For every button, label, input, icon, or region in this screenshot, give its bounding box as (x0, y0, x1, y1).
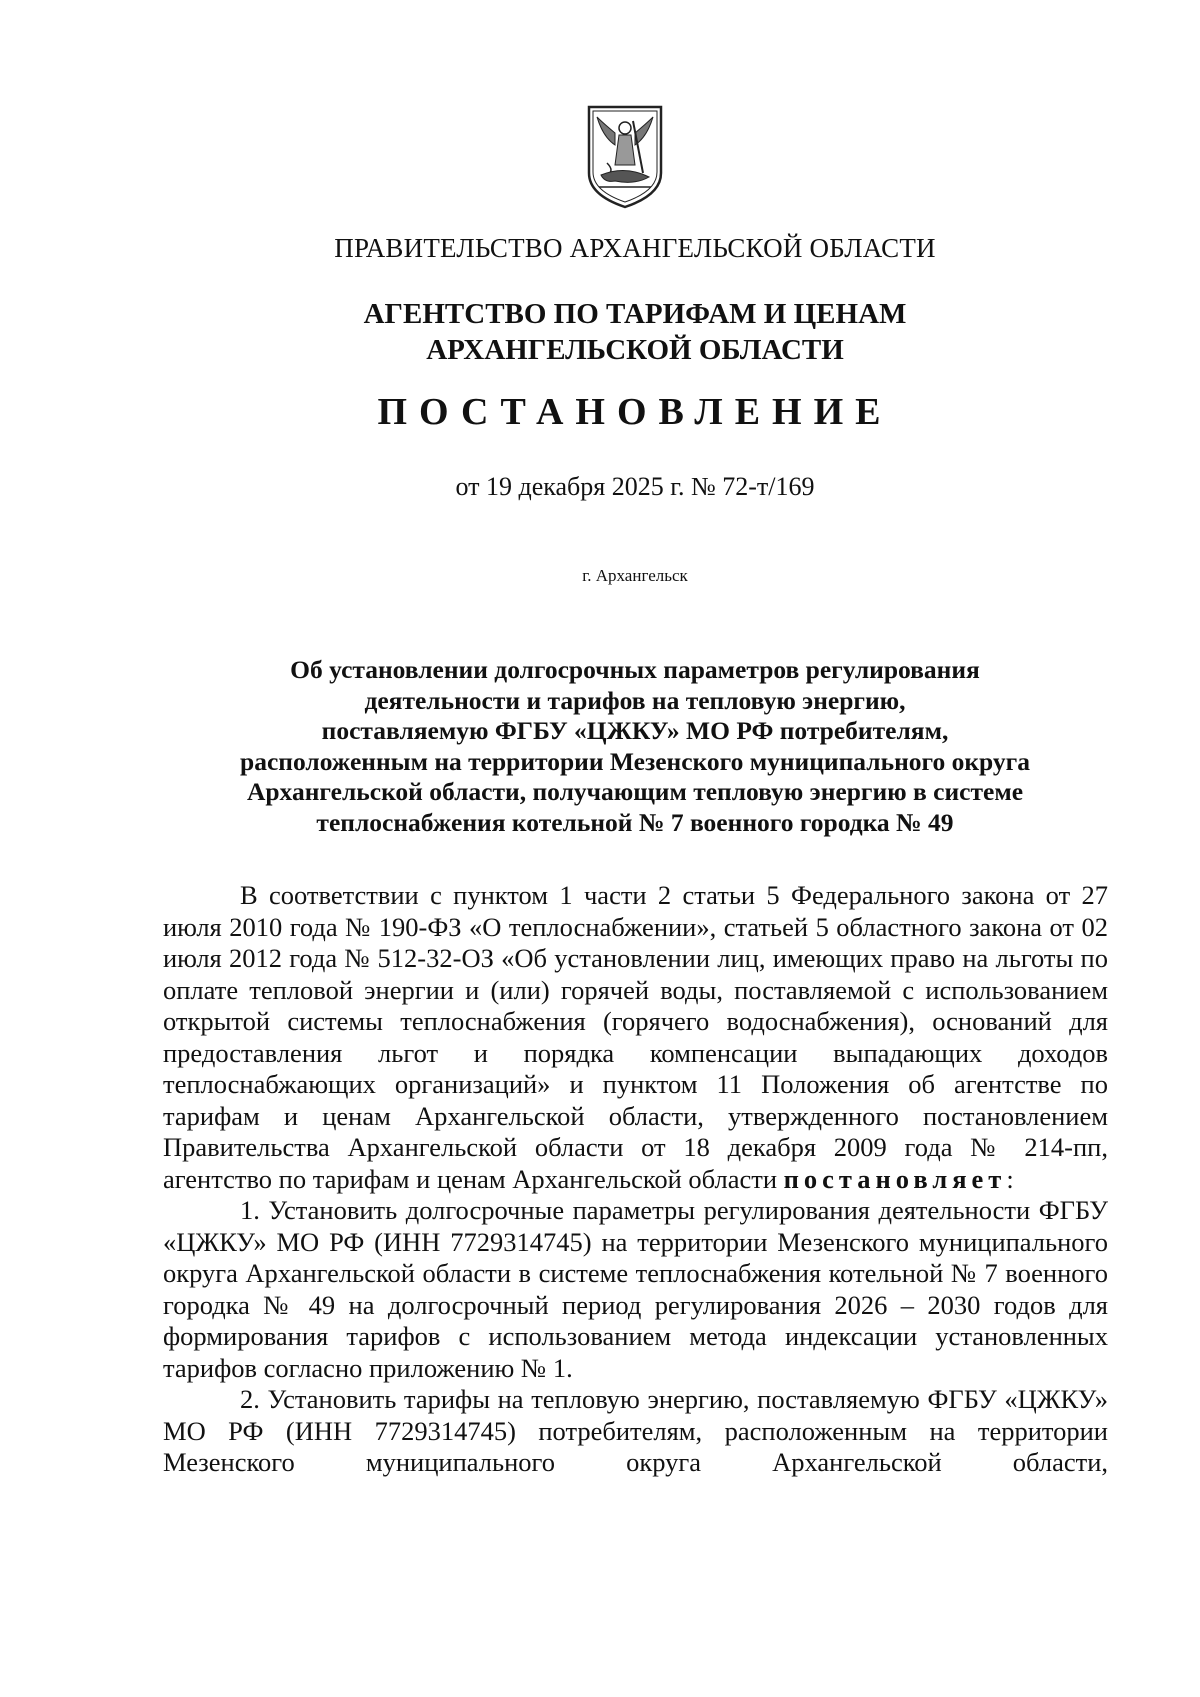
document-type: ПОСТАНОВЛЕНИЕ (377, 391, 893, 433)
coat-of-arms-icon (585, 103, 665, 210)
resolves-word: постановляет (783, 1163, 1007, 1194)
government-name: ПРАВИТЕЛЬСТВО АРХАНГЕЛЬСКОЙ ОБЛАСТИ (334, 233, 936, 263)
document-subject (160, 655, 1110, 838)
document-city: г. Архангельск (582, 566, 688, 585)
subject-line: расположенным на территории Мезенского муниципального округа (240, 746, 1030, 776)
agency-name-line: АГЕНТСТВО ПО ТАРИФАМ И ЦЕНАМ (363, 298, 907, 330)
resolves-colon: : (1006, 1163, 1014, 1194)
document-body (163, 880, 1108, 1479)
subject-line: Об установлении долгосрочных параметров регулирования (290, 655, 980, 684)
subject-line: деятельности и тарифов на тепловую энергию, (364, 685, 906, 715)
document-date-number: от 19 декабря 2025 г. № 72-т/169 (455, 472, 815, 501)
item-2-paragraph: 2. Установить тарифы на тепловую энергию, поставляемую ФГБУ «ЦЖКУ» МО РФ (ИНН 7729314745) потребителям, расположенным на территории Мезенского муниципального округа Архангельской области, (163, 1384, 1108, 1477)
subject-line: Архангельской области, получающим тепловую энергию в системе (246, 777, 1024, 806)
subject-line: теплоснабжения котельной № 7 военного городка № 49 (316, 807, 954, 837)
agency-name-line: АРХАНГЕЛЬСКОЙ ОБЛАСТИ (426, 334, 844, 366)
preamble-paragraph (163, 880, 1108, 1195)
agency-name (0, 296, 1200, 368)
subject-line: поставляемую ФГБУ «ЦЖКУ» МО РФ потребителям, (321, 716, 949, 745)
preamble-text: В соответствии с пунктом 1 части 2 статьи 5 Федерального закона от 27 июля 2010 года № 190-ФЗ «О теплоснабжении», статьей 5 областного закона от 02 июля 2012 года № 512-32-ОЗ «Об установлении лиц, имеющих право на льготы по оплате тепловой энергии и (или) горячей воды, поставляемой с использованием открытой системы теплоснабжения (горячего водоснабжения), оснований для предоставления льгот и порядка компенсации выпадающих доходов теплоснабжающих организаций» и пунктом 11 Положения об агентстве по тарифам и ценам Архангельской области, утвержденного постановлением Правительства Архангельской области от 18 декабря 2009 года № 214-пп, агентство по тарифам и ценам Архангельской области (163, 880, 1108, 1194)
item-1-paragraph: 1. Установить долгосрочные параметры регулирования деятельности ФГБУ «ЦЖКУ» МО РФ (ИНН 7729314745) на территории Мезенского муниципального округа Архангельской области в системе теплоснабжения котельной № 7 военного городка № 49 на долгосрочный период регулирования 2026 – 2030 годов для формирования тарифов с использованием метода индексации установленных тарифов согласно приложению № 1. (163, 1195, 1108, 1383)
